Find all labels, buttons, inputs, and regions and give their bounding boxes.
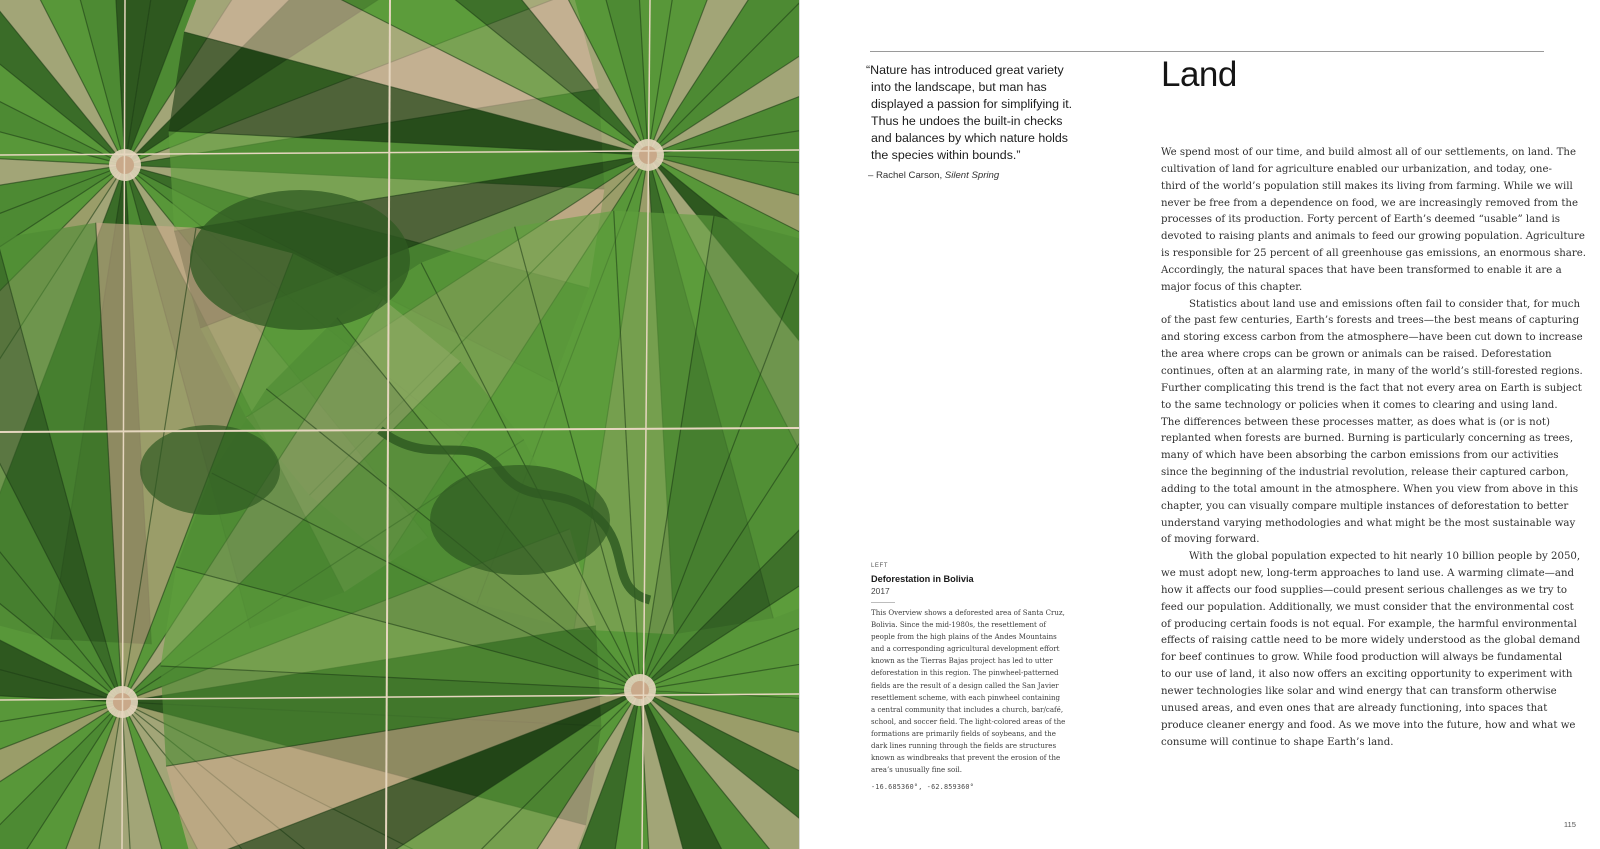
body-line: third of the world’s population still makes its living from farming. While we will bbox=[1161, 180, 1573, 192]
caption-line: people from the high plains of the Andes Mountains bbox=[871, 632, 1057, 642]
body-line: We spend most of our time, and build almost all of our settlements, on land. The bbox=[1161, 147, 1577, 158]
body-line: of the past few centuries, Earth’s forests and trees—the best means of capturing bbox=[1161, 315, 1580, 327]
body-line: devoted to raising plants and animals to feed our growing population. Agriculture bbox=[1161, 231, 1585, 243]
body-line: processes of its production. Forty percent of Earth’s deemed “usable” land is bbox=[1161, 214, 1561, 226]
body-line: continues, often at an alarming rate, in many of the world’s still-forested regions. bbox=[1161, 365, 1583, 377]
page-number: 115 bbox=[1563, 820, 1576, 829]
body-line: chapter, you can visually compare multiple instances of deforestation to better bbox=[1161, 500, 1569, 512]
body-line: of moving forward. bbox=[1161, 534, 1260, 546]
body-line: since the beginning of the industrial revolution, release their captured carbon, bbox=[1161, 467, 1569, 479]
caption-line: school, and soccer field. The light-colored areas of the bbox=[871, 716, 1066, 726]
caption-line: known as windbreaks that prevent the erosion of the bbox=[871, 753, 1061, 763]
quote-line: and balances by which nature holds bbox=[871, 131, 1069, 146]
body-line: never be free from a dependence on food, we are increasingly removed from the bbox=[1161, 197, 1579, 209]
caption-line: area’s unusually fine soil. bbox=[871, 765, 962, 775]
body-line: many of which have been absorbing the carbon emissions from our activities bbox=[1161, 450, 1559, 462]
caption-line: dark lines running through the fields are structures bbox=[871, 741, 1057, 751]
caption-line: This Overview shows a deforested area of Santa Cruz, bbox=[871, 608, 1065, 617]
caption-coordinates: -16.685360°, -62.859360° bbox=[871, 783, 975, 792]
quote-line: “Nature has introduced great variety bbox=[866, 63, 1064, 77]
caption-year: 2017 bbox=[871, 586, 890, 596]
caption-kicker: LEFT bbox=[871, 563, 889, 569]
caption-line: formations are primarily fields of soybeans, and the bbox=[871, 728, 1056, 738]
body-line: The differences between these processes matter, as does what is (or is not) bbox=[1161, 416, 1550, 428]
body-line: Further complicating this trend is the fact that not every area on Earth is subject bbox=[1161, 382, 1582, 394]
body-line: and storing excess carbon from the atmosphere—have been cut down to increase bbox=[1161, 332, 1583, 344]
body-line: newer technologies like solar and wind energy that can transform otherwise bbox=[1161, 686, 1557, 697]
body-line: of producing certain foods is not equal. For example, the harmful environmental bbox=[1161, 618, 1577, 630]
caption-line: known as the Tierras Bajas project has led to utter bbox=[871, 656, 1053, 666]
body-line: major focus of this chapter. bbox=[1161, 281, 1303, 293]
body-line: unused areas, and even ones that are already functioning, into spaces that bbox=[1161, 702, 1548, 714]
body-line: the area where crops can be grown or animals can be raised. Deforestation bbox=[1161, 349, 1552, 361]
body-line: produce cleaner energy and food. As we move into the future, how and what we bbox=[1161, 719, 1576, 731]
caption-line: a central community that includes a church, bar/café, bbox=[871, 704, 1064, 714]
chapter-title: Land bbox=[1161, 55, 1237, 94]
photo-caption bbox=[871, 562, 1071, 791]
aerial-photo-graphic bbox=[0, 0, 799, 849]
attribution-work: Silent Spring bbox=[944, 170, 1000, 181]
caption-line: deforestation in this region. The pinwheel-patterned bbox=[871, 668, 1059, 678]
epigraph-quote bbox=[866, 62, 1096, 165]
body-line: to the same technology or policies when it comes to clearing and using land. bbox=[1161, 399, 1558, 411]
caption-body bbox=[871, 607, 1071, 776]
body-line: is responsible for 25 percent of all greenhouse gas emissions, an enormous share. bbox=[1161, 248, 1587, 260]
quote-line: the species within bounds.” bbox=[871, 148, 1021, 163]
forest-patch bbox=[430, 465, 610, 575]
body-line: cultivation of land for agriculture enabled our urbanization, and today, one- bbox=[1161, 163, 1552, 175]
body-line: With the global population expected to hit nearly 10 billion people by 2050, bbox=[1189, 551, 1581, 563]
quote-attribution bbox=[868, 170, 999, 181]
forest-patch bbox=[190, 190, 410, 330]
attribution-author: – Rachel Carson, bbox=[868, 170, 945, 181]
body-line: feed our population. Additionally, we must consider that the environmental cost bbox=[1161, 601, 1574, 613]
caption-line: fields are the result of a design called the San Javier bbox=[871, 680, 1059, 690]
quote-line: displayed a passion for simplifying it. bbox=[871, 97, 1073, 112]
aerial-photo-deforestation bbox=[0, 0, 799, 849]
body-line: we must adopt new, long-term approaches to land use. A warming climate—and bbox=[1161, 568, 1575, 580]
body-line: replanted when forests are burned. Burning is particularly concerning as trees, bbox=[1161, 433, 1574, 445]
body-line: Statistics about land use and emissions often fail to consider that, for much bbox=[1189, 298, 1581, 310]
text-page bbox=[799, 0, 1600, 849]
body-line: adding to the total amount in the atmosphere. When you view from above in this bbox=[1161, 483, 1579, 495]
caption-line: resettlement scheme, with each pinwheel containing bbox=[871, 692, 1061, 702]
body-line: how it affects our food supplies—could present serious challenges as we try to bbox=[1161, 584, 1567, 596]
quote-line: Thus he undoes the built-in checks bbox=[871, 114, 1063, 129]
body-line: for beef continues to grow. While food production will always be fundamental bbox=[1161, 652, 1563, 664]
top-rule bbox=[870, 51, 1544, 52]
body-line: to our use of land, it also now offers an exciting opportunity to experiment with bbox=[1161, 669, 1573, 681]
caption-line: Bolivia. Since the mid-1980s, the resettlement of bbox=[871, 620, 1046, 630]
caption-title: Deforestation in Bolivia bbox=[871, 574, 974, 584]
caption-line: and a corresponding agricultural development effort bbox=[871, 644, 1060, 654]
forest-patch bbox=[140, 425, 280, 515]
quote-line: into the landscape, but man has bbox=[871, 80, 1047, 95]
body-line: consume will continue to shape Earth’s land. bbox=[1161, 736, 1394, 748]
body-line: effects of raising cattle need to be more widely understood as the global demand bbox=[1161, 635, 1581, 647]
chapter-body-text bbox=[1161, 145, 1587, 751]
body-line: understand varying methodologies and what might be the most sustainable way bbox=[1161, 517, 1576, 529]
caption-divider bbox=[871, 602, 895, 603]
community-center bbox=[631, 681, 649, 699]
body-line: Accordingly, the natural spaces that have been transformed to enable it are a bbox=[1161, 264, 1562, 276]
